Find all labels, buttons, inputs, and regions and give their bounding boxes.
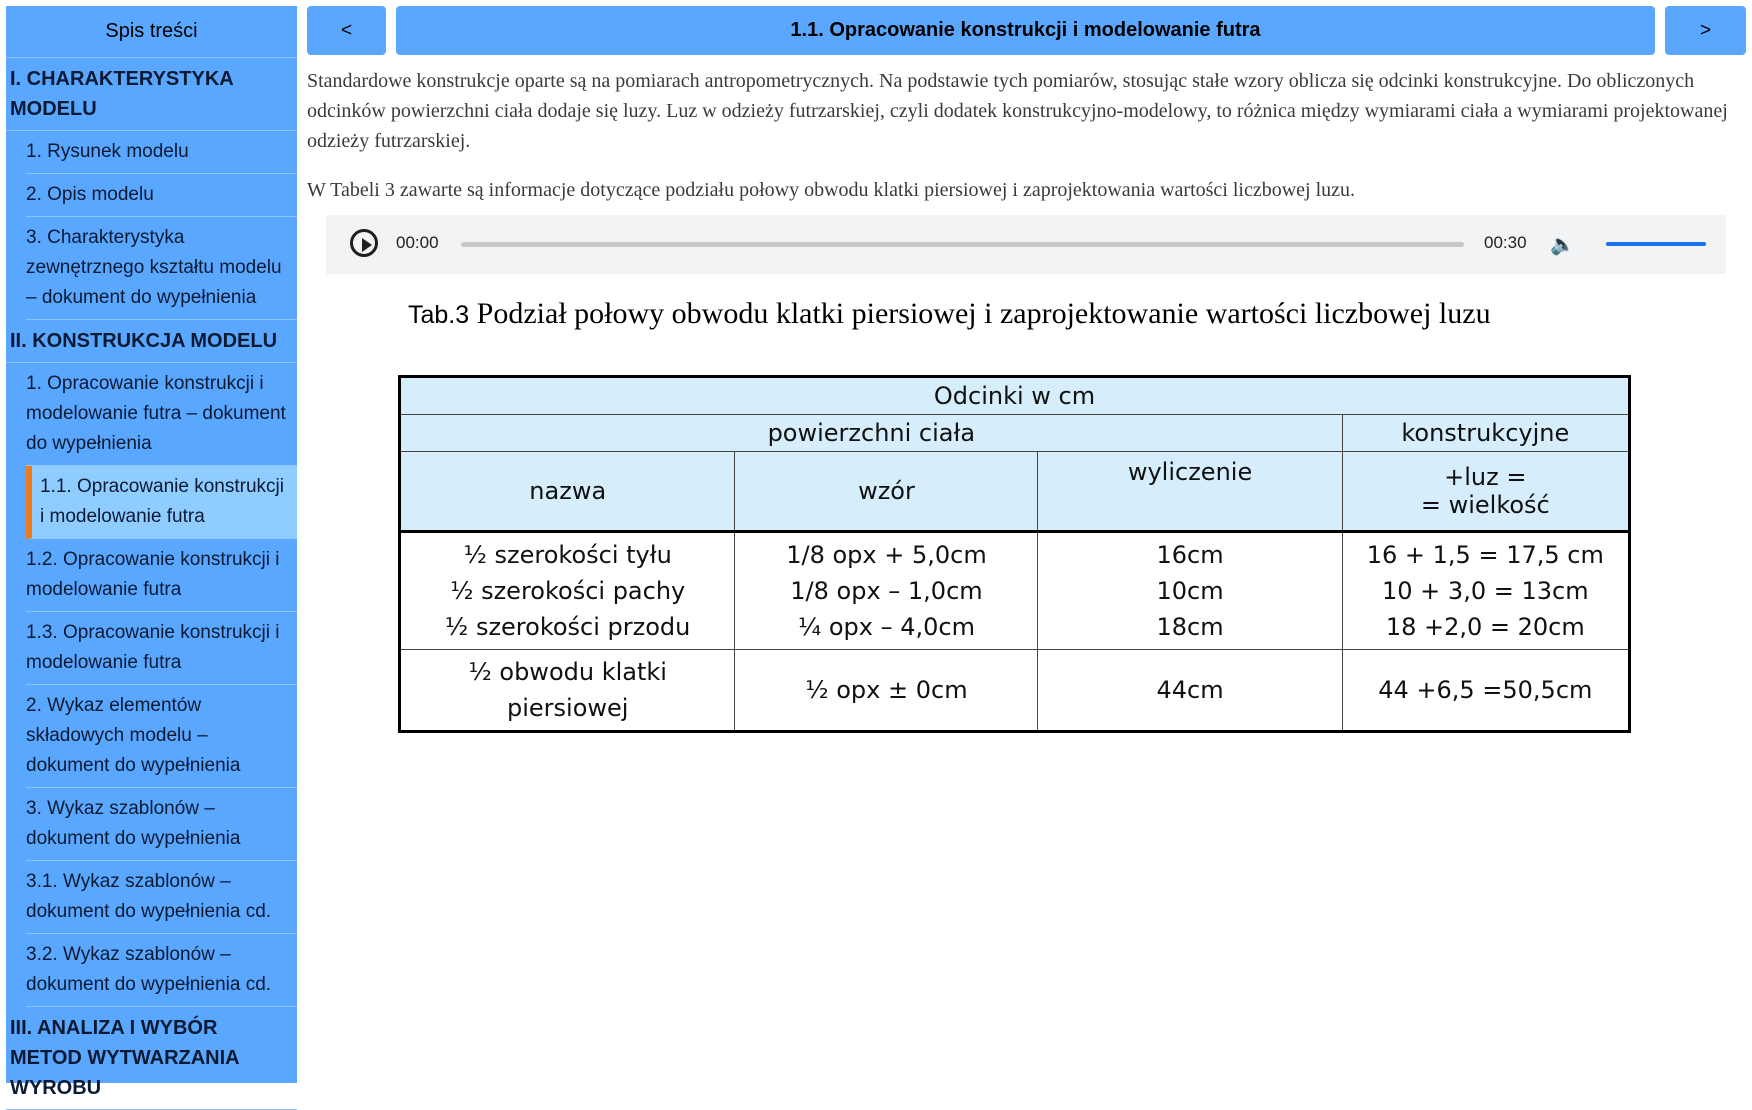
cell-line: ¼ opx – 4,0cm: [797, 613, 975, 641]
cell-wielkosc: [1342, 532, 1629, 650]
sidebar-toc: [6, 6, 297, 1099]
audio-progress-slider[interactable]: [461, 242, 1464, 247]
table-header-konstrukcyjne: konstrukcyjne: [1342, 415, 1629, 452]
toc-item-1-2[interactable]: 1.2. Opracowanie konstrukcji i modelowanie futra: [26, 539, 297, 612]
toc-item-wykaz-szablonow-3-2[interactable]: 3.2. Wykaz szablonów – dokument do wypełnienia cd.: [26, 934, 297, 1007]
cell-line: ½ obwodu klatki: [468, 658, 667, 686]
audio-player: [326, 215, 1726, 274]
data-table: [398, 375, 1631, 733]
table-caption-label: Tab.3: [408, 301, 470, 329]
col-header-wyliczenie: wyliczenie: [1038, 452, 1342, 532]
cell-line: 10cm: [1156, 577, 1224, 605]
table-caption-text: Podział połowy obwodu klatki piersiowej i zaprojektowanie wartości liczbowej luzu: [476, 297, 1491, 330]
col-header-wielkosc-line1: +luz =: [1444, 463, 1527, 491]
next-page-button[interactable]: >: [1665, 6, 1746, 55]
cell-nazwa: [400, 532, 735, 650]
play-icon[interactable]: [350, 229, 378, 257]
table-row: [400, 650, 1630, 732]
toc-item-1-1-active[interactable]: 1.1. Opracowanie konstrukcji i modelowanie futra: [26, 466, 297, 539]
table-intro-paragraph: W Tabeli 3 zawarte są informacje dotyczące podziału połowy obwodu klatki piersiowej i zaprojektowania wartości liczbowej luzu.: [307, 179, 1356, 201]
col-header-wzor: wzór: [735, 452, 1038, 532]
main-content: [307, 66, 1747, 224]
page-title: 1.1. Opracowanie konstrukcji i modelowanie futra: [396, 6, 1655, 55]
toc-item-wykaz-elementow[interactable]: 2. Wykaz elementów składowych modelu – dokument do wypełnienia: [26, 685, 297, 788]
toc-item-opracowanie-konstrukcji[interactable]: 1. Opracowanie konstrukcji i modelowanie futra – dokument do wypełnienia: [26, 363, 297, 466]
toc-chapter-2[interactable]: II. KONSTRUKCJA MODELU: [6, 320, 297, 363]
cell-line: 16cm: [1156, 541, 1224, 569]
intro-paragraph: Standardowe konstrukcje oparte są na pomiarach antropometrycznych. Na podstawie tych pomiarów, stosując stałe wzory oblicza się odcinki konstrukcyjne. Do obliczonych odcinków powierzchni ciała dodaje się luzy. Luz w odzieży futrzarskiej, czyli dodatek konstrukcyjno-modelowy, to różnica między wymiarami ciała a wymiarami projektowanej odzieży futrzarskiej.: [307, 70, 1728, 152]
cell-wzor: [735, 532, 1038, 650]
table-header-top: Odcinki w cm: [400, 377, 1630, 415]
toc-item-1-3[interactable]: 1.3. Opracowanie konstrukcji i modelowanie futra: [26, 612, 297, 685]
prev-page-button[interactable]: <: [307, 6, 386, 55]
toc-item-opis-modelu[interactable]: 2. Opis modelu: [26, 174, 297, 217]
col-header-wielkosc: [1342, 452, 1629, 532]
table-caption: [408, 297, 1491, 331]
sidebar-title: Spis treści: [6, 6, 297, 58]
table-header-powierzchni: powierzchni ciała: [400, 415, 1343, 452]
table-row: [400, 532, 1630, 650]
cell-line: 18cm: [1156, 613, 1224, 641]
cell-wyliczenie: [1038, 532, 1342, 650]
cell-line: piersiowej: [507, 694, 629, 722]
volume-slider[interactable]: [1606, 242, 1706, 246]
cell-line: ½ szerokości przodu: [445, 613, 691, 641]
cell-wielkosc: 44 +6,5 =50,5cm: [1342, 650, 1629, 732]
cell-line: 18 +2,0 = 20cm: [1385, 613, 1585, 641]
toc-item-wykaz-szablonow[interactable]: 3. Wykaz szablonów – dokument do wypełnienia: [26, 788, 297, 861]
volume-icon[interactable]: 🔈: [1550, 234, 1575, 256]
toc-item-rysunek-modelu[interactable]: 1. Rysunek modelu: [26, 131, 297, 174]
cell-line: 1/8 opx + 5,0cm: [786, 541, 987, 569]
col-header-nazwa: nazwa: [400, 452, 735, 532]
cell-nazwa: [400, 650, 735, 732]
toc-chapter-1[interactable]: I. CHARAKTERYSTYKA MODELU: [6, 58, 297, 131]
current-time: 00:00: [396, 233, 439, 252]
cell-wzor: ½ opx ± 0cm: [735, 650, 1038, 732]
cell-wyliczenie: 44cm: [1038, 650, 1342, 732]
col-header-wielkosc-line2: = wielkość: [1420, 491, 1550, 519]
total-time: 00:30: [1484, 233, 1527, 252]
toc-item-wykaz-szablonow-3-1[interactable]: 3.1. Wykaz szablonów – dokument do wypełnienia cd.: [26, 861, 297, 934]
cell-line: 1/8 opx – 1,0cm: [790, 577, 983, 605]
cell-line: 10 + 3,0 = 13cm: [1382, 577, 1589, 605]
toc-item-charakterystyka[interactable]: 3. Charakterystyka zewnętrznego kształtu modelu – dokument do wypełnienia: [26, 217, 297, 320]
cell-line: ½ szerokości pachy: [450, 577, 686, 605]
cell-line: ½ szerokości tyłu: [463, 541, 672, 569]
cell-line: 16 + 1,5 = 17,5 cm: [1366, 541, 1604, 569]
toc-chapter-3[interactable]: III. ANALIZA I WYBÓR METOD WYTWARZANIA WYROBU: [6, 1007, 297, 1110]
